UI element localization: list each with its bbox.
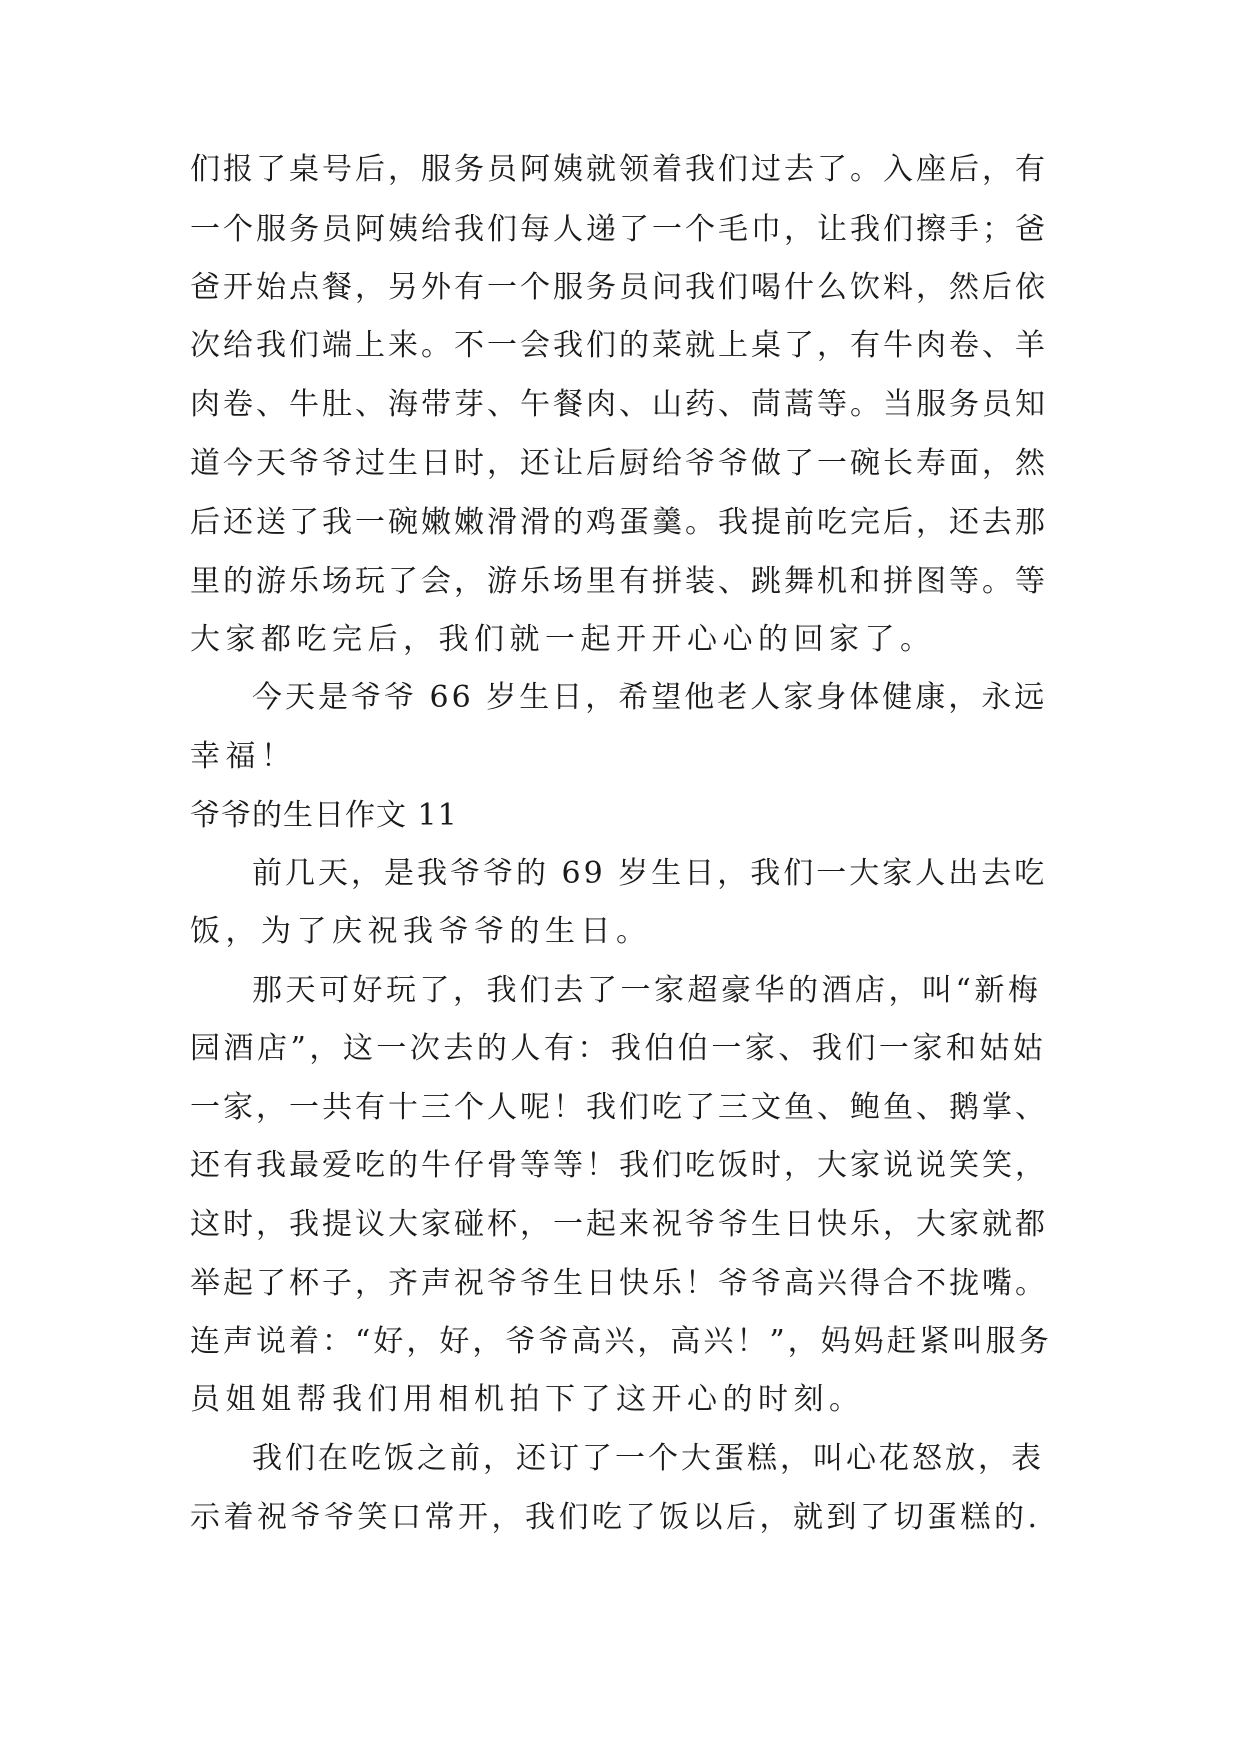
paragraph-first-line: 前几天，是我爷爷的 69 岁生日，我们一大家人出去吃 — [252, 856, 1048, 891]
paragraph-first-line: 那天可好玩了，我们去了一家超豪华的酒店，叫“新梅 — [252, 973, 1042, 1008]
text-line: 次给我们端上来。不一会我们的菜就上桌了，有牛肉卷、羊 — [190, 328, 1048, 363]
text-line: 园酒店”，这一次去的人有：我伯伯一家、我们一家和姑姑 — [190, 1031, 1047, 1066]
text-line: 道今天爷爷过生日时，还让后厨给爷爷做了一碗长寿面，然 — [190, 446, 1048, 481]
text-line: 连声说着：“好，好，爷爷高兴，高兴！”，妈妈赶紧叫服务 — [190, 1324, 1052, 1359]
text-line: 后还送了我一碗嫩嫩滑滑的鸡蛋羹。我提前吃完后，还去那 — [190, 505, 1048, 540]
text-line: 幸福！ — [190, 739, 297, 774]
section-heading: 爷爷的生日作文 11 — [190, 798, 458, 833]
text-line: 饭，为了庆祝我爷爷的生日。 — [190, 914, 652, 949]
text-line: 肉卷、牛肚、海带芽、午餐肉、山药、茼蒿等。当服务员知 — [190, 387, 1048, 422]
text-line: 一家，一共有十三个人呢！我们吃了三文鱼、鲍鱼、鹅掌、 — [190, 1090, 1048, 1125]
text-line: 里的游乐场玩了会，游乐场里有拼装、跳舞机和拼图等。等 — [190, 564, 1048, 599]
text-line: 一个服务员阿姨给我们每人递了一个毛巾，让我们擦手；爸 — [190, 212, 1048, 247]
text-line: 还有我最爱吃的牛仔骨等等！我们吃饭时，大家说说笑笑， — [190, 1148, 1048, 1183]
text-line: 爸开始点餐，另外有一个服务员问我们喝什么饮料，然后依 — [190, 270, 1048, 305]
text-line: 示着祝爷爷笑口常开，我们吃了饭以后，就到了切蛋糕的. — [190, 1500, 1041, 1535]
text-line: 们报了桌号后，服务员阿姨就领着我们过去了。入座后，有 — [190, 152, 1048, 187]
text-line: 这时，我提议大家碰杯，一起来祝爷爷生日快乐，大家就都 — [190, 1207, 1048, 1242]
text-line: 员姐姐帮我们用相机拍下了这开心的时刻。 — [190, 1382, 865, 1417]
text-line: 大家都吃完后，我们就一起开开心心的回家了。 — [190, 622, 936, 657]
paragraph-first-line: 今天是爷爷 66 岁生日，希望他老人家身体健康，永远 — [252, 680, 1048, 715]
text-line: 举起了杯子，齐声祝爷爷生日快乐！爷爷高兴得合不拢嘴。 — [190, 1266, 1048, 1301]
paragraph-first-line: 我们在吃饭之前，还订了一个大蛋糕，叫心花怒放，表 — [252, 1441, 1044, 1476]
